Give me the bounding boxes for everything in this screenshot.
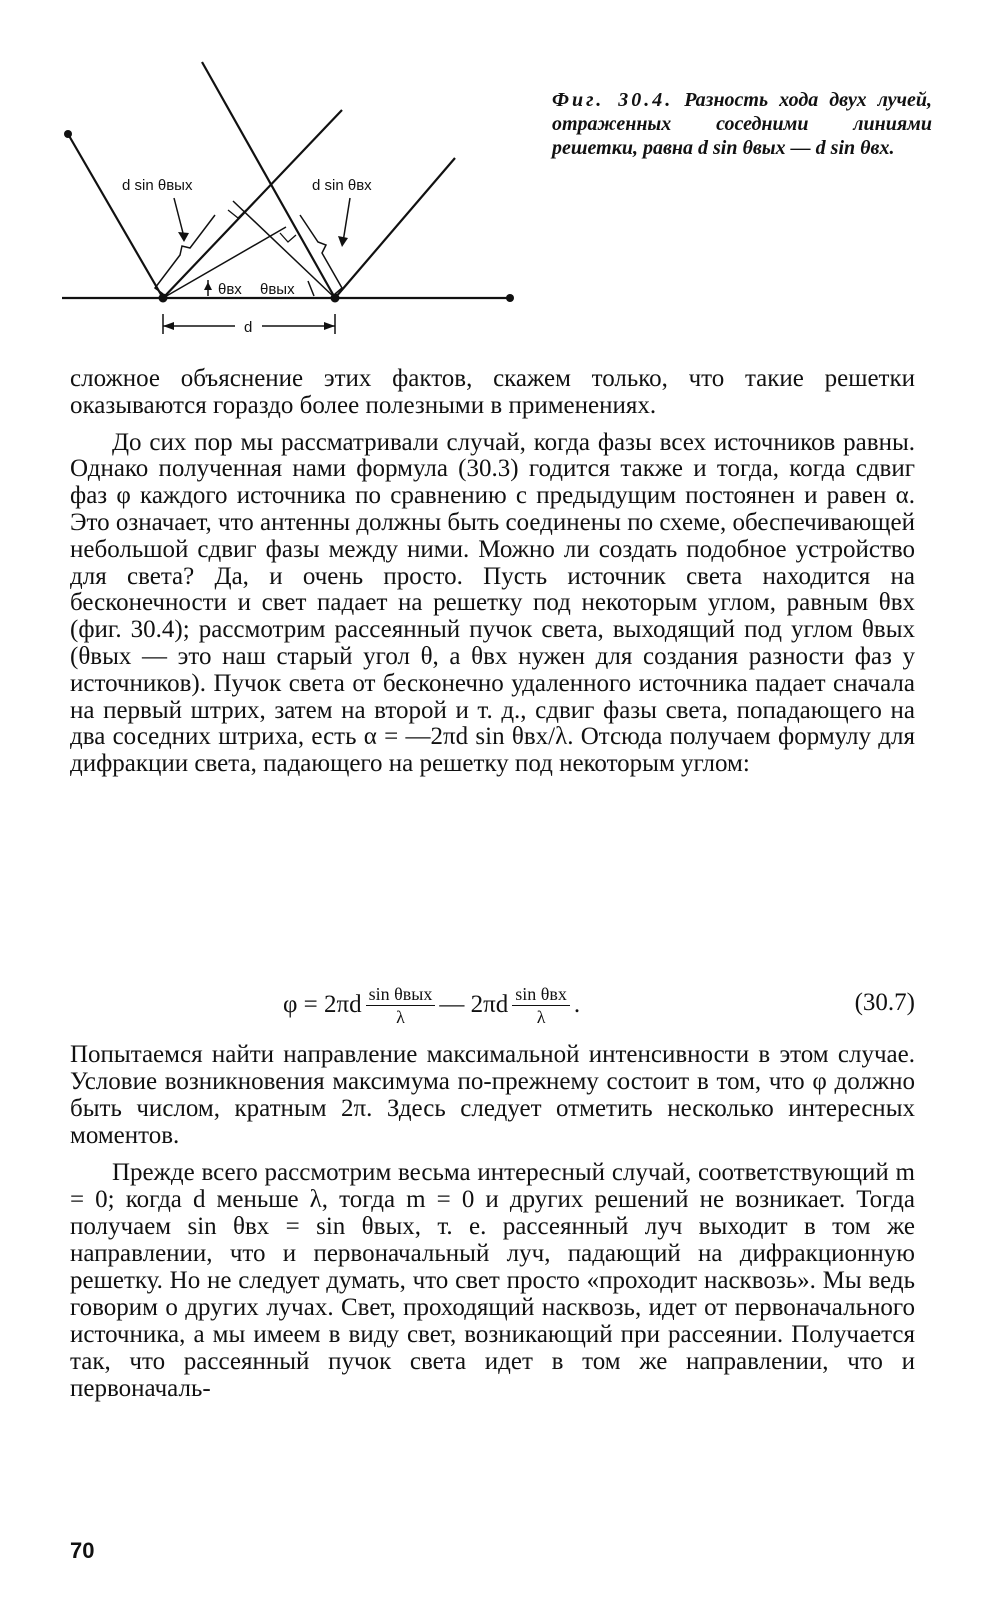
formula-mid: — 2πd — [439, 991, 509, 1018]
arrowhead-d-right — [324, 322, 335, 330]
figure-caption-text: Разность хода двух лучей, отраженных соседними линиями решетки, равна d sin θвых — d sin θвх. — [552, 89, 933, 159]
ray-outgoing-1 — [163, 110, 342, 298]
figure-caption — [552, 88, 932, 160]
paragraph: Попытаемся найти направление максимальной интенсивности в этом случае. Условие возникновения максимума по-прежнему состоит в том, что φ должно быть числом, кратным 2π. Здесь следует отметить несколько интересных моментов. — [70, 1041, 915, 1149]
arrow-d-sin-in — [343, 198, 350, 242]
source-dot — [64, 130, 72, 138]
formula-end: . — [573, 991, 581, 1018]
label-d-sin-in: d sin θвх — [312, 177, 372, 194]
brace-right — [300, 215, 342, 294]
page-number: 70 — [70, 1538, 95, 1563]
brace-left — [155, 215, 215, 294]
fraction-2-numerator: sin θвх — [512, 983, 570, 1006]
arrowhead-3 — [204, 282, 212, 290]
grating-diagram — [50, 50, 530, 350]
angle-mark-out — [308, 281, 314, 296]
arrowhead-d-left — [163, 322, 174, 330]
paragraph: Прежде всего рассмотрим весьма интересный случай, соответствующий m = 0; когда d меньше λ, тогда m = 0 и других решений не возникает. Тогда получаем sin θвх = sin θвых, т. е. рассеянный луч выходит в том же направлении, что и первоначальный луч, падающий на дифракционную решетку. Но не следует думать, что свет просто «проходит насквозь». Мы ведь говорим о других лучах. Свет, проходящий насквозь, идет от первоначального источника, а мы имеем в виду свет, возникающий при рассеянии. Получается так, что рассеянный пучок света идет в том же направлении, что и первоначаль- — [70, 1159, 915, 1402]
equation-number: (30.7) — [854, 989, 915, 1016]
right-angle-mark-2 — [280, 233, 296, 242]
grating-point-1 — [159, 294, 168, 303]
ray-incident-1 — [68, 134, 163, 298]
diffraction-figure — [50, 50, 530, 350]
body-text-top — [70, 366, 915, 778]
fraction-2-denominator: λ — [536, 1006, 546, 1027]
figure-number: Фиг. 30.4. — [552, 89, 674, 111]
arrowhead-1 — [178, 232, 189, 242]
fraction-2 — [512, 983, 570, 1028]
paragraph: сложное объяснение этих фактов, скажем только, что такие решетки оказываются гораздо более полезными в применениях. — [70, 365, 915, 419]
label-d-sin-out: d sin θвых — [122, 177, 193, 194]
arrow-d-sin-out — [174, 198, 184, 237]
equation-30-7 — [70, 975, 915, 1035]
fraction-1-denominator: λ — [396, 1006, 405, 1027]
formula-lhs: φ = 2πd — [283, 991, 362, 1018]
paragraph: До сих пор мы рассматривали случай, когда фазы всех источников равны. Однако полученная нами формула (30.3) годится также и тогда, когда сдвиг фаз φ каждого источника по сравнению с предыдущим постоянен и равен α. Это означает, что антенны должны быть соединены по схеме, обеспечивающей небольшой сдвиг фазы между ними. Можно ли создать подобное устройство для света? Да, и очень просто. Пусть источник света находится на бесконечности и свет падает на решетку под некоторым углом, равным θвх (фиг. 30.4); рассмотрим рассеянный пучок света, выходящий под углом θвых (θвых — это наш старый угол θ, а θвх нужен для создания разности фаз у источников). Пучок света от бесконечно удаленного источника падает сначала на первый штрих, затем на второй и т. д., сдвиг фазы света, попадающего на два соседних штриха, есть α = —2πd sin θвх/λ. Отсюда получаем формулу для дифракции света, падающего на решетку под некоторым углом: — [70, 428, 915, 778]
body-text-bottom — [70, 1041, 915, 1402]
grating-point-2 — [331, 294, 340, 303]
fraction-1-numerator: sin θвых — [366, 983, 436, 1006]
label-d: d — [244, 319, 253, 336]
arrowhead-2 — [338, 236, 348, 247]
label-theta-out: θвых — [260, 281, 295, 298]
grating-end-dot — [506, 294, 514, 302]
fraction-1 — [366, 983, 436, 1028]
label-theta-in: θвх — [218, 281, 242, 298]
